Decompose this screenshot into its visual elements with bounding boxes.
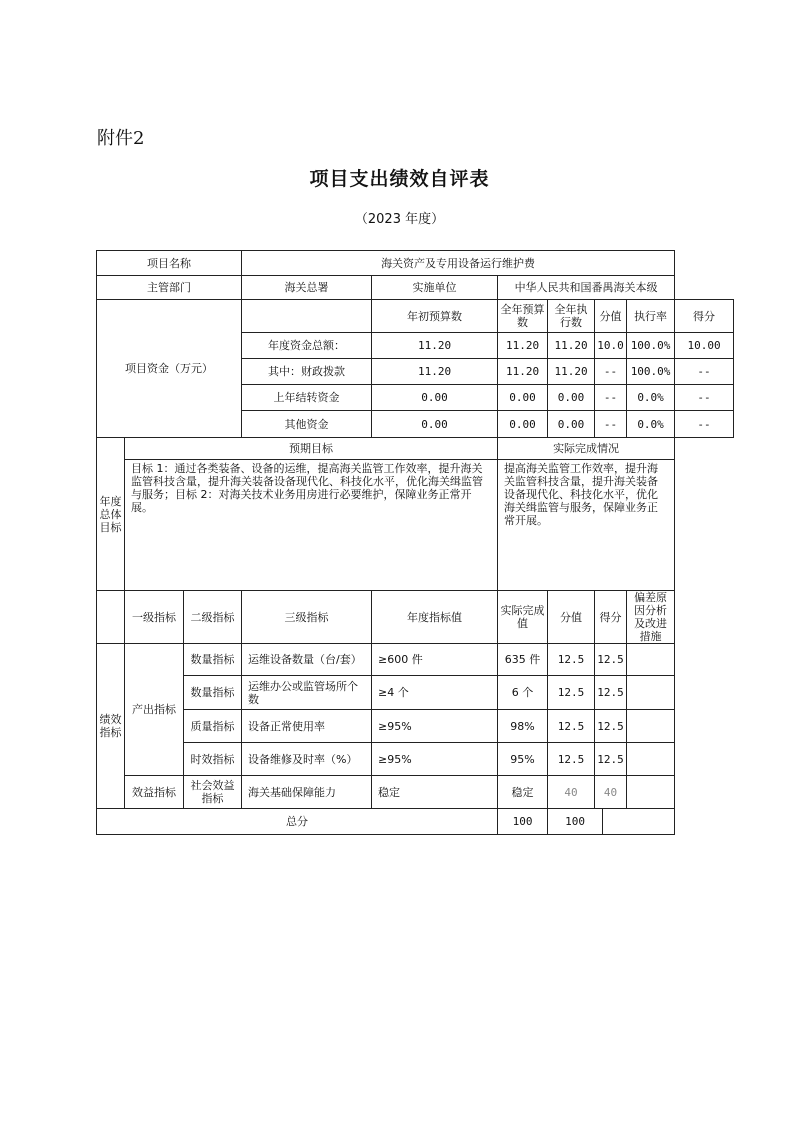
fund-cell: -- — [595, 359, 627, 385]
indicator-score: 40 — [595, 776, 627, 809]
total-score: 100 — [548, 809, 603, 835]
page-title: 项目支出绩效自评表 — [309, 168, 490, 190]
indicator-header: 分值 — [548, 591, 595, 644]
indicator-header: 偏差原因分析及改进措施 — [627, 591, 675, 644]
fund-cell: 0.00 — [548, 411, 595, 438]
indicator-score: 12.5 — [595, 676, 627, 710]
indicator-actual: 稳定 — [498, 776, 548, 809]
row-goal-headers — [97, 438, 734, 460]
indicator-note — [627, 710, 675, 743]
indicator-target: ≥600 件 — [372, 644, 498, 676]
fund-header: 年初预算数 — [372, 300, 498, 333]
indicator-header-blank — [97, 591, 125, 644]
fund-cell: 100.0% — [627, 333, 675, 359]
indicator-target: ≥4 个 — [372, 676, 498, 710]
indicator-l2: 时效指标 — [184, 743, 242, 776]
dept-label: 主管部门 — [97, 276, 242, 300]
indicator-actual: 95% — [498, 743, 548, 776]
fund-cell: 0.00 — [498, 411, 548, 438]
fund-label: 项目资金（万元） — [97, 300, 242, 438]
fund-cell: -- — [675, 385, 734, 411]
project-name-label: 项目名称 — [97, 251, 242, 276]
fund-cell: 10.0 — [595, 333, 627, 359]
fund-cell: -- — [595, 411, 627, 438]
fund-row-label: 年度资金总额： — [242, 333, 372, 359]
indicator-score: 12.5 — [595, 644, 627, 676]
indicator-score-value: 12.5 — [548, 644, 595, 676]
fund-cell: 0.00 — [498, 385, 548, 411]
unit-label: 实施单位 — [372, 276, 498, 300]
total-label: 总分 — [97, 809, 498, 835]
indicator-row — [97, 676, 734, 710]
indicator-l3: 设备维修及时率（%） — [242, 743, 372, 776]
fund-header: 分值 — [595, 300, 627, 333]
fund-cell: 0.00 — [372, 411, 498, 438]
fund-header: 执行率 — [627, 300, 675, 333]
indicator-note — [627, 676, 675, 710]
attachment-label: 附件2 — [97, 128, 145, 149]
indicator-row — [97, 776, 734, 809]
fund-cell: 11.20 — [498, 333, 548, 359]
actual-completion-header: 实际完成情况 — [498, 438, 675, 460]
fund-header: 全年预算数 — [498, 300, 548, 333]
row-dept — [97, 276, 734, 300]
indicator-l2: 数量指标 — [184, 644, 242, 676]
actual-completion-text: 提高海关监管工作效率，提升海关监管科技含量，提升海关装备设备现代化、科技化水平，优化海关缉监管与服务，保障业务正常开展。 — [498, 460, 675, 591]
fund-cell: -- — [675, 359, 734, 385]
indicator-row — [97, 743, 734, 776]
indicator-l2: 数量指标 — [184, 676, 242, 710]
indicator-row — [97, 710, 734, 743]
indicator-score: 12.5 — [595, 743, 627, 776]
fund-cell: 11.20 — [548, 333, 595, 359]
annual-goal-label: 年度总体目标 — [97, 438, 125, 591]
project-name-value: 海关资产及专用设备运行维护费 — [242, 251, 675, 276]
indicator-l2: 社会效益指标 — [184, 776, 242, 809]
row-total — [97, 809, 734, 835]
fund-row-label: 其中：财政拨款 — [242, 359, 372, 385]
fund-cell: 11.20 — [372, 359, 498, 385]
indicator-l3: 运维办公或监管场所个数 — [242, 676, 372, 710]
fund-cell: 100.0% — [627, 359, 675, 385]
fund-cell: 11.20 — [498, 359, 548, 385]
fund-cell: 0.00 — [548, 385, 595, 411]
indicator-header: 一级指标 — [125, 591, 184, 644]
unit-value: 中华人民共和国番禺海关本级 — [498, 276, 675, 300]
fund-cell: 0.0% — [627, 385, 675, 411]
fund-header: 得分 — [675, 300, 734, 333]
indicator-target: 稳定 — [372, 776, 498, 809]
row-fund-headers — [97, 300, 734, 333]
fund-cell: 0.00 — [372, 385, 498, 411]
evaluation-table — [96, 250, 734, 835]
indicator-row — [97, 644, 734, 676]
indicator-score-value: 12.5 — [548, 676, 595, 710]
fund-cell: -- — [675, 411, 734, 438]
total-value: 100 — [498, 809, 548, 835]
fund-cell: 11.20 — [548, 359, 595, 385]
indicator-score-value: 12.5 — [548, 710, 595, 743]
row-indicator-headers — [97, 591, 734, 644]
indicator-actual: 98% — [498, 710, 548, 743]
indicator-score: 12.5 — [595, 710, 627, 743]
performance-indicator-label: 绩效指标 — [97, 644, 125, 809]
indicator-l3: 运维设备数量（台/套） — [242, 644, 372, 676]
row-goal-content — [97, 460, 734, 591]
fund-row-label: 上年结转资金 — [242, 385, 372, 411]
indicator-header: 实际完成值 — [498, 591, 548, 644]
benefit-indicator-label: 效益指标 — [125, 776, 184, 809]
fund-header-blank — [242, 300, 372, 333]
fund-cell: 0.0% — [627, 411, 675, 438]
expected-goal-header: 预期目标 — [125, 438, 498, 460]
indicator-header: 二级指标 — [184, 591, 242, 644]
fund-cell: 10.00 — [675, 333, 734, 359]
indicator-actual: 6 个 — [498, 676, 548, 710]
row-project-name — [97, 251, 734, 276]
dept-value: 海关总署 — [242, 276, 372, 300]
fund-row-label: 其他资金 — [242, 411, 372, 438]
indicator-score-value: 40 — [548, 776, 595, 809]
indicator-note — [627, 644, 675, 676]
indicator-note — [627, 743, 675, 776]
indicator-score-value: 12.5 — [548, 743, 595, 776]
fund-header: 全年执行数 — [548, 300, 595, 333]
indicator-note — [627, 776, 675, 809]
indicator-target: ≥95% — [372, 710, 498, 743]
indicator-actual: 635 件 — [498, 644, 548, 676]
indicator-header: 三级指标 — [242, 591, 372, 644]
indicator-l3: 海关基础保障能力 — [242, 776, 372, 809]
output-indicator-label: 产出指标 — [125, 644, 184, 776]
fund-cell: 11.20 — [372, 333, 498, 359]
indicator-l2: 质量指标 — [184, 710, 242, 743]
indicator-header: 年度指标值 — [372, 591, 498, 644]
year-label: （2023 年度） — [354, 212, 445, 227]
expected-goal-text: 目标 1：通过各类装备、设备的运维，提高海关监管工作效率，提升海关监管科技含量，提升海关装备设备现代化、科技化水平，优化海关缉监管与服务；目标 2：对海关技术业务用房进行必要维护，保障业务正常开展。 — [125, 460, 498, 591]
fund-cell: -- — [595, 385, 627, 411]
indicator-target: ≥95% — [372, 743, 498, 776]
indicator-header: 得分 — [595, 591, 627, 644]
total-note — [603, 809, 675, 835]
indicator-l3: 设备正常使用率 — [242, 710, 372, 743]
